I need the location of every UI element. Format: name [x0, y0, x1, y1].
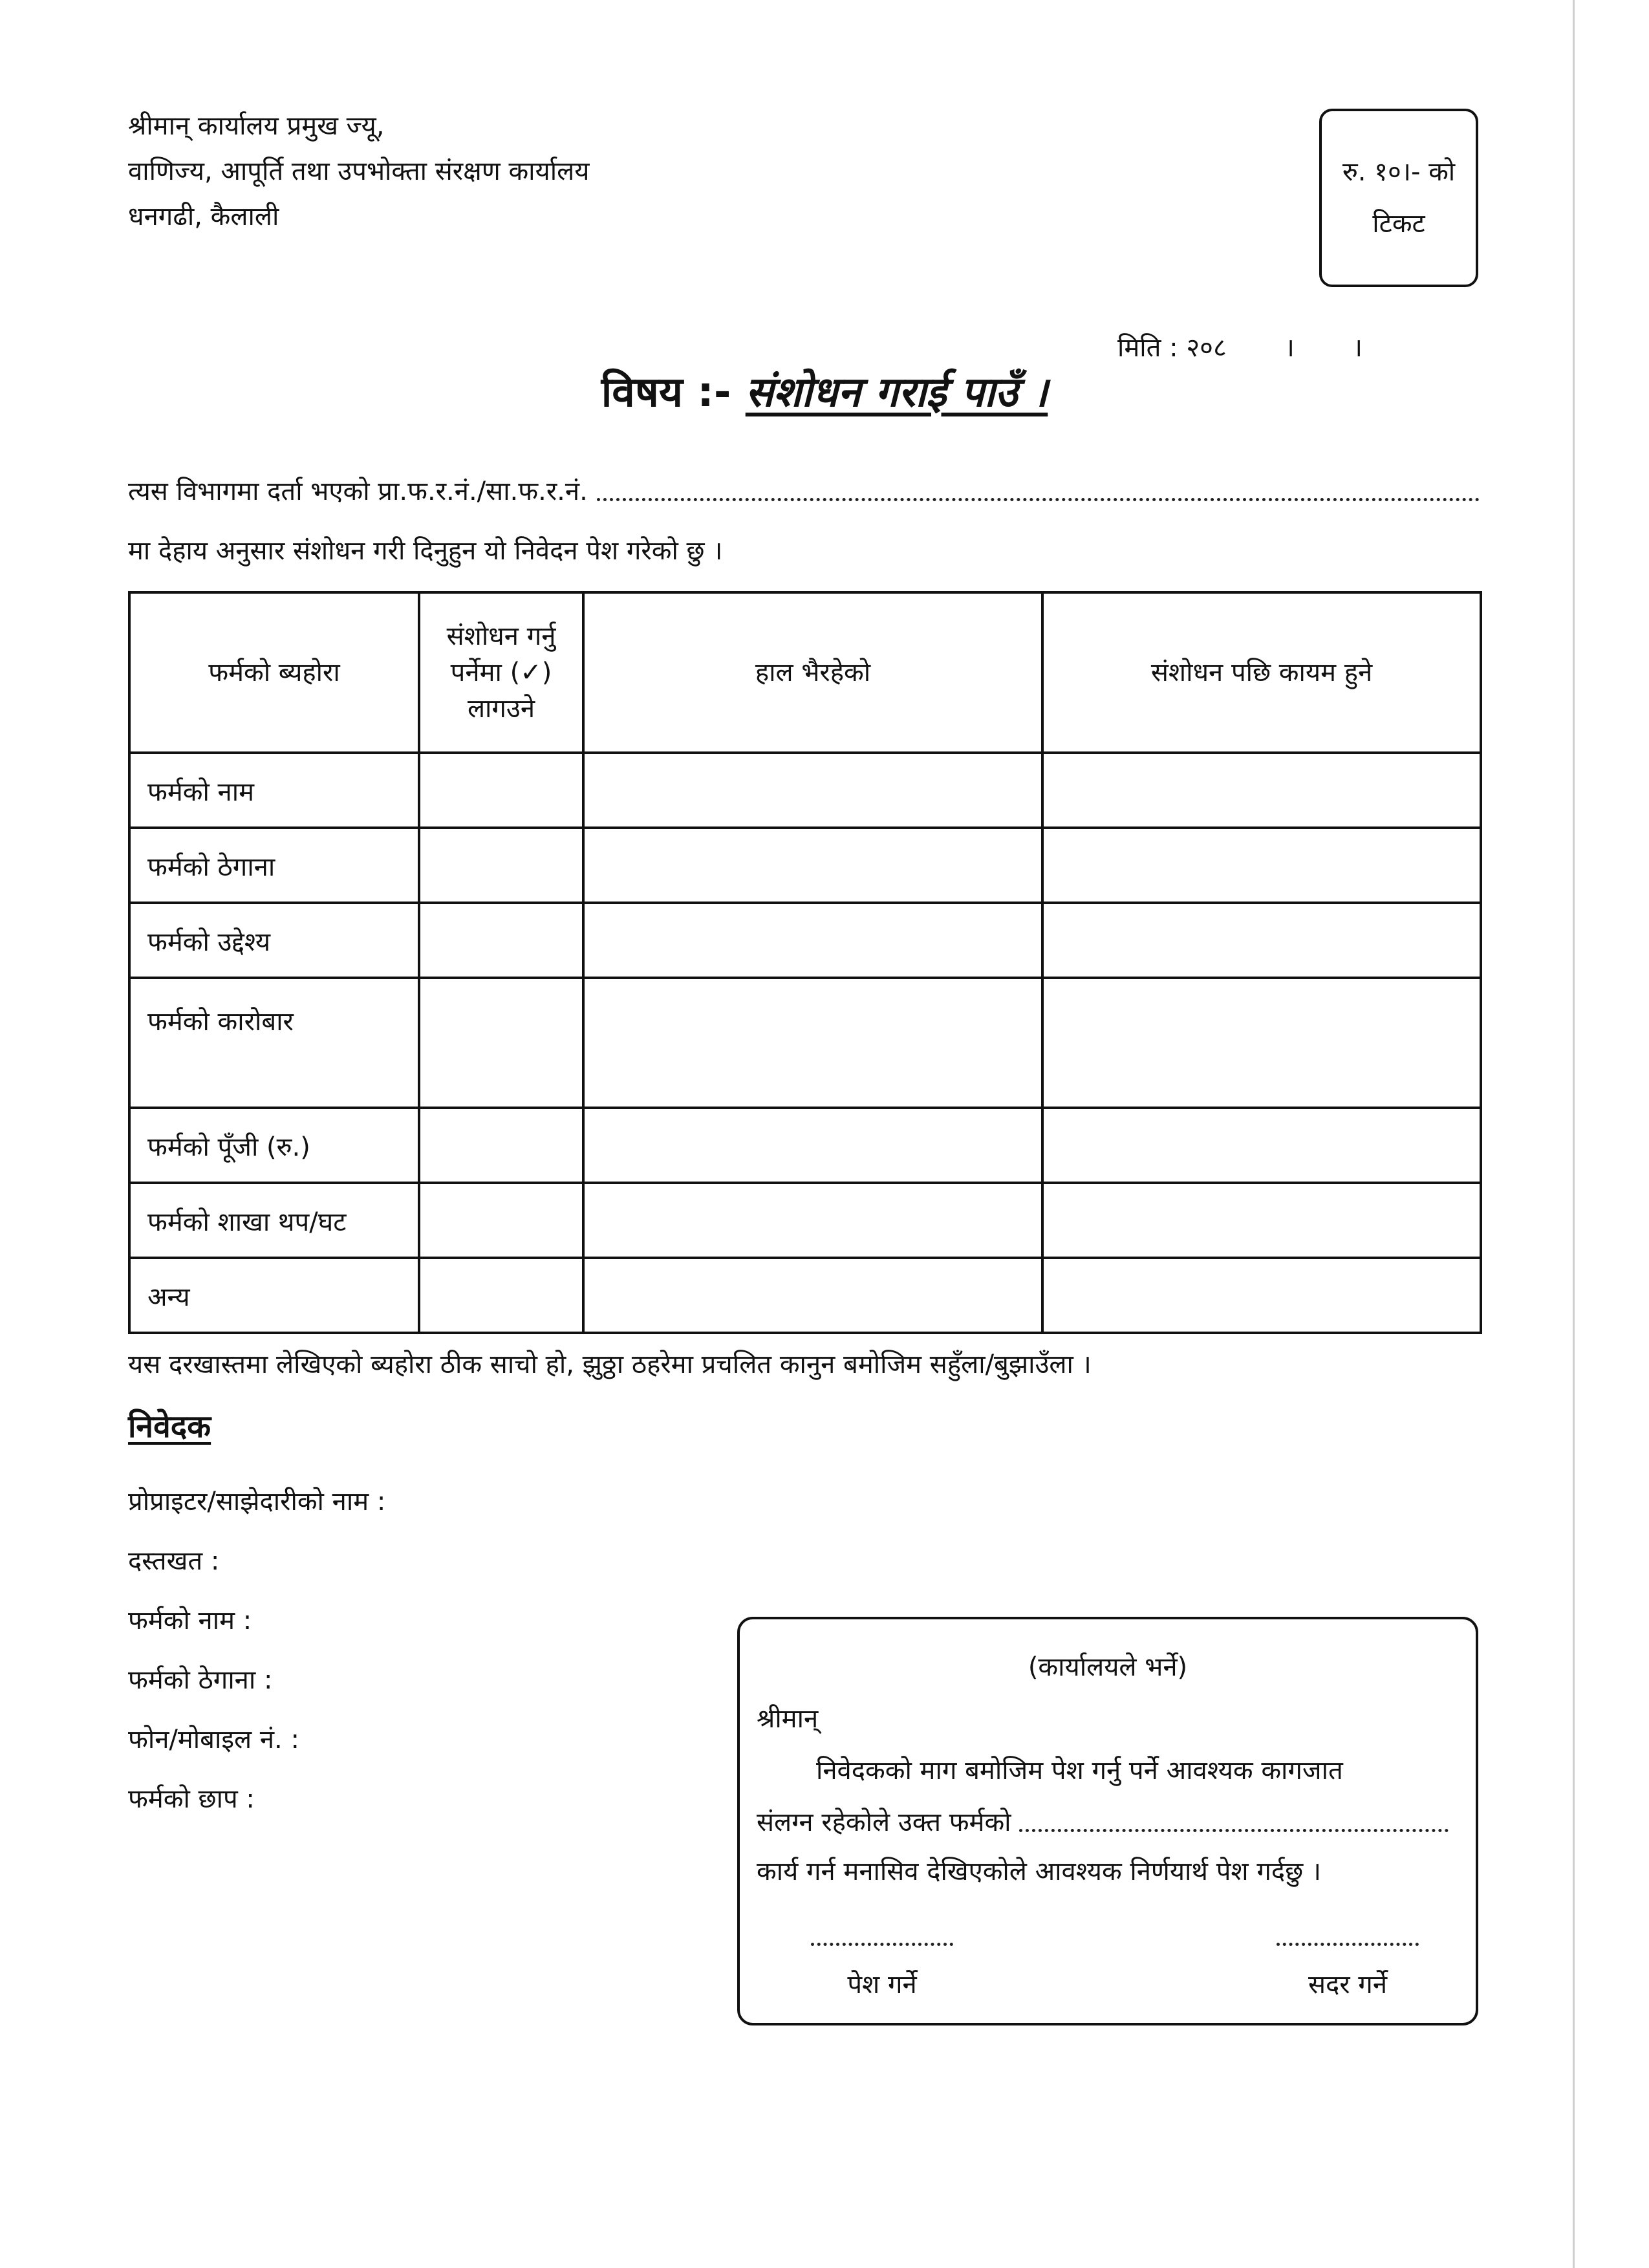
table-row: [129, 753, 1481, 828]
tick-cell[interactable]: [419, 903, 583, 978]
current-value-cell[interactable]: [583, 978, 1042, 1108]
office-text-line-1: निवेदकको माग बमोजिम पेश गर्नु पर्ने आवश्यक कागजात: [816, 1756, 1343, 1786]
page-edge-line: [1573, 0, 1575, 2268]
current-value-cell[interactable]: [583, 753, 1042, 828]
phone-field[interactable]: फोन/मोबाइल नं. :: [128, 1725, 299, 1755]
addressee-block: [128, 103, 1098, 239]
tick-cell[interactable]: [419, 828, 583, 903]
tick-cell[interactable]: [419, 1183, 583, 1258]
new-value-cell[interactable]: [1042, 753, 1481, 828]
table-row: [129, 828, 1481, 903]
intro-text-2: मा देहाय अनुसार संशोधन गरी दिनुहुन यो निवेदन पेश गरेको छु ।: [128, 536, 723, 566]
tick-cell[interactable]: [419, 1258, 583, 1333]
office-box-title: (कार्यालयले भर्ने): [1028, 1652, 1188, 1682]
declaration-text: यस दरखास्तमा लेखिएको ब्यहोरा ठीक साचो हो, झुठ्ठा ठहरेमा प्रचलित कानुन बमोजिम सहुँला/बुझाउँला ।: [128, 1350, 1092, 1379]
firm-address-field[interactable]: फर्मको ठेगाना :: [128, 1665, 273, 1695]
submitter-label: पेश गर्ने: [847, 1970, 917, 2000]
office-use-box: [737, 1617, 1478, 2025]
new-value-cell[interactable]: [1042, 978, 1481, 1108]
date-separator-1: ।: [1284, 333, 1295, 363]
approver-label: सदर गर्ने: [1308, 1970, 1388, 2000]
intro-line-1: [128, 472, 1480, 508]
new-value-cell[interactable]: [1042, 1258, 1481, 1333]
date-label: मिति : २०८: [1117, 333, 1227, 363]
addressee-line-2: वाणिज्य, आपूर्ति तथा उपभोक्ता संरक्षण कार्यालय: [128, 157, 590, 186]
signature-line: [1277, 1943, 1419, 1946]
addressee-line-3: धनगढी, कैलाली: [128, 202, 279, 232]
signature-field[interactable]: दस्तखत :: [128, 1546, 220, 1576]
approver-signature[interactable]: [1277, 1943, 1419, 2001]
tick-cell[interactable]: [419, 978, 583, 1108]
amendment-table: [128, 591, 1482, 1334]
subject-heading: [0, 362, 1649, 418]
applicant-fields: [128, 1472, 385, 1829]
addressee-line-1: श्रीमान् कार्यालय प्रमुख ज्यू,: [128, 111, 385, 141]
ticket-stamp-box: [1319, 109, 1478, 287]
current-value-cell[interactable]: [583, 903, 1042, 978]
row-label: फर्मको ठेगाना: [129, 828, 419, 903]
firm-seal-field[interactable]: फर्मको छाप :: [128, 1784, 255, 1814]
current-value-cell[interactable]: [583, 1258, 1042, 1333]
submitter-signature[interactable]: [811, 1943, 953, 2001]
office-text-line-3: कार्य गर्न मनासिव देखिएकोले आवश्यक निर्णयार्थ पेश गर्दछु ।: [757, 1857, 1321, 1886]
firm-name-field[interactable]: फर्मको नाम :: [128, 1606, 252, 1636]
signature-line: [811, 1943, 953, 1946]
office-text-line-2-label: संलग्न रहेकोले उक्त फर्मको: [757, 1808, 1011, 1837]
row-label: अन्य: [129, 1258, 419, 1333]
row-label: फर्मको नाम: [129, 753, 419, 828]
header-after-amendment: संशोधन पछि कायम हुने: [1042, 592, 1481, 753]
subject-text: संशोधन गराई पाउँ ।: [745, 369, 1048, 416]
office-text-line-2: [757, 1803, 1449, 1839]
new-value-cell[interactable]: [1042, 1183, 1481, 1258]
new-value-cell[interactable]: [1042, 828, 1481, 903]
subject-label: विषय :-: [601, 369, 731, 416]
header-tick-column: संशोधन गर्नु पर्नेमा (✓) लागउने: [419, 592, 583, 753]
table-header-row: [129, 592, 1481, 753]
new-value-cell[interactable]: [1042, 903, 1481, 978]
office-salutation: श्रीमान्: [757, 1704, 819, 1734]
stamp-line-2: टिकट: [1372, 209, 1425, 239]
table-row: [129, 978, 1481, 1108]
header-firm-detail: फर्मको ब्यहोरा: [129, 592, 419, 753]
row-label: फर्मको कारोबार: [129, 978, 419, 1108]
proprietor-name-field[interactable]: प्रोप्राइटर/साझेदारीको नाम :: [128, 1487, 386, 1517]
current-value-cell[interactable]: [583, 1108, 1042, 1183]
new-value-cell[interactable]: [1042, 1108, 1481, 1183]
row-label: फर्मको शाखा थप/घट: [129, 1183, 419, 1258]
tick-cell[interactable]: [419, 753, 583, 828]
date-line: [1117, 329, 1363, 364]
table-row: [129, 1258, 1481, 1333]
applicant-heading: निवेदक: [128, 1409, 211, 1445]
tick-cell[interactable]: [419, 1108, 583, 1183]
row-label: फर्मको उद्देश्य: [129, 903, 419, 978]
table-row: [129, 903, 1481, 978]
current-value-cell[interactable]: [583, 1183, 1042, 1258]
table-row: [129, 1108, 1481, 1183]
stamp-line-1: रु. १०।- को: [1342, 157, 1456, 187]
table-row: [129, 1183, 1481, 1258]
registration-number-field[interactable]: [597, 498, 1480, 501]
current-value-cell[interactable]: [583, 828, 1042, 903]
intro-text-1: त्यस विभागमा दर्ता भएको प्रा.फ.र.नं./सा.फ.र.नं.: [128, 477, 588, 506]
header-current: हाल भैरहेको: [583, 592, 1042, 753]
row-label: फर्मको पूँजी (रु.): [129, 1108, 419, 1183]
firm-name-blank[interactable]: [1019, 1829, 1449, 1832]
date-separator-2: ।: [1352, 333, 1363, 363]
